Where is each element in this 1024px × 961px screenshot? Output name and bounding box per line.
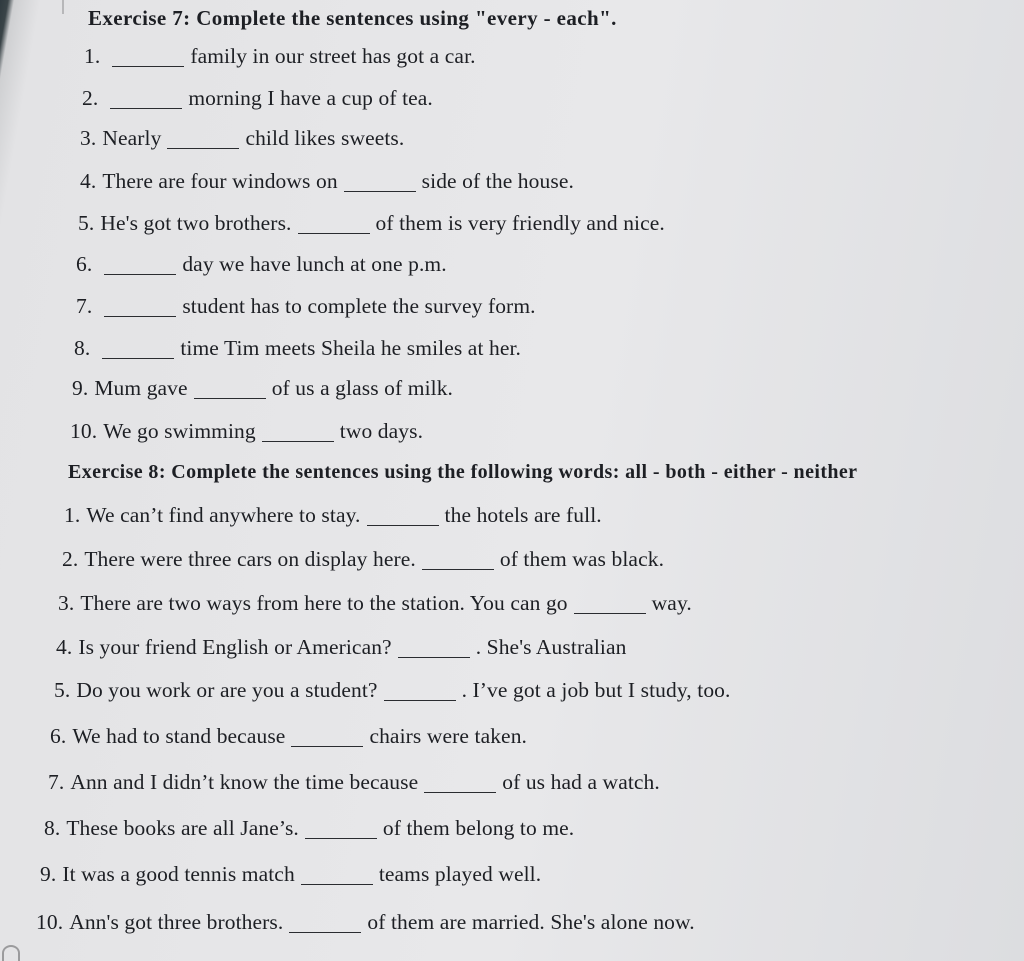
ex7-item-8 [74, 336, 521, 361]
answer-blank[interactable] [384, 699, 456, 701]
ex7-item-5 [78, 211, 665, 236]
ex8-item-4 [56, 635, 627, 660]
item-text-after: time Tim meets Sheila he smiles at her. [180, 336, 522, 360]
item-text-after: chairs were taken. [369, 724, 528, 748]
item-number: 3. [58, 591, 75, 615]
item-number: 5. [78, 211, 95, 235]
item-number: 8. [44, 816, 61, 840]
item-text-after: of them are married. She's alone now. [367, 910, 695, 934]
item-number: 2. [62, 547, 79, 571]
item-text-after: student has to complete the survey form. [182, 294, 536, 318]
answer-blank[interactable] [574, 612, 646, 614]
answer-blank[interactable] [194, 397, 266, 399]
item-text-after: . She's Australian [475, 635, 627, 659]
item-text-before: These books are all Jane’s. [66, 816, 299, 840]
item-text-before: Is your friend English or American? [78, 635, 392, 659]
ex8-item-7 [48, 770, 660, 795]
answer-blank[interactable] [112, 65, 184, 67]
answer-blank[interactable] [291, 745, 363, 747]
item-number: 6. [76, 252, 93, 276]
item-text-before: We had to stand because [72, 724, 286, 748]
item-text-before: There are two ways from here to the station. You can go [80, 591, 568, 615]
item-text-after: day we have lunch at one p.m. [182, 252, 447, 276]
ex8-item-1 [64, 503, 602, 528]
item-text-before: It was a good tennis match [62, 862, 295, 886]
item-text-before: He's got two brothers. [100, 211, 292, 235]
answer-blank[interactable] [301, 883, 373, 885]
item-text-after: way. [651, 591, 692, 615]
ex7-item-2 [82, 86, 433, 111]
ex8-item-9 [40, 862, 541, 887]
item-text-after: of us had a watch. [502, 770, 660, 794]
item-number: 4. [56, 635, 73, 659]
answer-blank[interactable] [298, 232, 370, 234]
item-text-after: morning I have a cup of tea. [188, 86, 433, 110]
item-number: 6. [50, 724, 67, 748]
ex7-item-10 [70, 419, 423, 444]
item-text-after: two days. [339, 419, 424, 443]
answer-blank[interactable] [424, 791, 496, 793]
item-text-after: of them was black. [499, 547, 665, 571]
item-text-before: There are four windows on [102, 169, 338, 193]
ex7-item-7 [76, 294, 536, 319]
item-text-after: . I’ve got a job but I study, too. [461, 678, 731, 702]
item-text-after: child likes sweets. [245, 126, 405, 150]
item-text-before: Mum gave [94, 376, 188, 400]
item-text-before: There were three cars on display here. [84, 547, 416, 571]
answer-blank[interactable] [110, 107, 182, 109]
answer-blank[interactable] [262, 440, 334, 442]
answer-blank[interactable] [367, 524, 439, 526]
answer-blank[interactable] [167, 147, 239, 149]
item-text-after: of us a glass of milk. [271, 376, 454, 400]
page-edge-mark [26, 0, 64, 14]
ex7-item-4 [80, 169, 574, 194]
item-text-before: Do you work or are you a student? [76, 678, 378, 702]
item-text-before: Ann and I didn’t know the time because [70, 770, 419, 794]
item-number: 1. [64, 503, 81, 527]
item-number: 9. [40, 862, 57, 886]
ex8-item-3 [58, 591, 692, 616]
item-text-before: We go swimming [103, 419, 256, 443]
answer-blank[interactable] [289, 931, 361, 933]
answer-blank[interactable] [422, 568, 494, 570]
item-text-after: family in our street has got a car. [190, 44, 476, 68]
ex8-item-8 [44, 816, 574, 841]
item-number: 5. [54, 678, 71, 702]
item-number: 1. [84, 44, 101, 68]
answer-blank[interactable] [102, 357, 174, 359]
ex8-item-2 [62, 547, 664, 572]
ex7-item-9 [72, 376, 453, 401]
answer-blank[interactable] [305, 837, 377, 839]
ex8-item-6 [50, 724, 527, 749]
answer-blank[interactable] [344, 190, 416, 192]
item-number: 7. [48, 770, 65, 794]
item-number: 8. [74, 336, 91, 360]
item-number: 10. [36, 910, 64, 934]
item-number: 2. [82, 86, 99, 110]
answer-blank[interactable] [104, 273, 176, 275]
item-text-after: the hotels are full. [444, 503, 602, 527]
ex7-item-3 [80, 126, 404, 151]
item-number: 3. [80, 126, 97, 150]
ex8-item-5 [54, 678, 731, 703]
item-text-after: teams played well. [378, 862, 542, 886]
answer-blank[interactable] [398, 656, 470, 658]
item-text-before: Nearly [102, 126, 162, 150]
answer-blank[interactable] [104, 315, 176, 317]
item-text-before: Ann's got three brothers. [69, 910, 284, 934]
item-number: 10. [70, 419, 98, 443]
exercise-8-title: Exercise 8: Complete the sentences using the following words: all - both - either - neither [68, 461, 858, 483]
item-number: 9. [72, 376, 89, 400]
item-text-before: We can’t find anywhere to stay. [86, 503, 361, 527]
ex8-item-10 [36, 910, 695, 935]
item-text-after: side of the house. [421, 169, 574, 193]
ex7-item-6 [76, 252, 447, 277]
exercise-7-title: Exercise 7: Complete the sentences using "every - each". [88, 6, 617, 30]
item-number: 4. [80, 169, 97, 193]
ex7-item-1 [84, 44, 476, 69]
page-corner-mark [2, 945, 20, 961]
item-text-after: of them belong to me. [382, 816, 575, 840]
item-text-after: of them is very friendly and nice. [375, 211, 665, 235]
item-number: 7. [76, 294, 93, 318]
